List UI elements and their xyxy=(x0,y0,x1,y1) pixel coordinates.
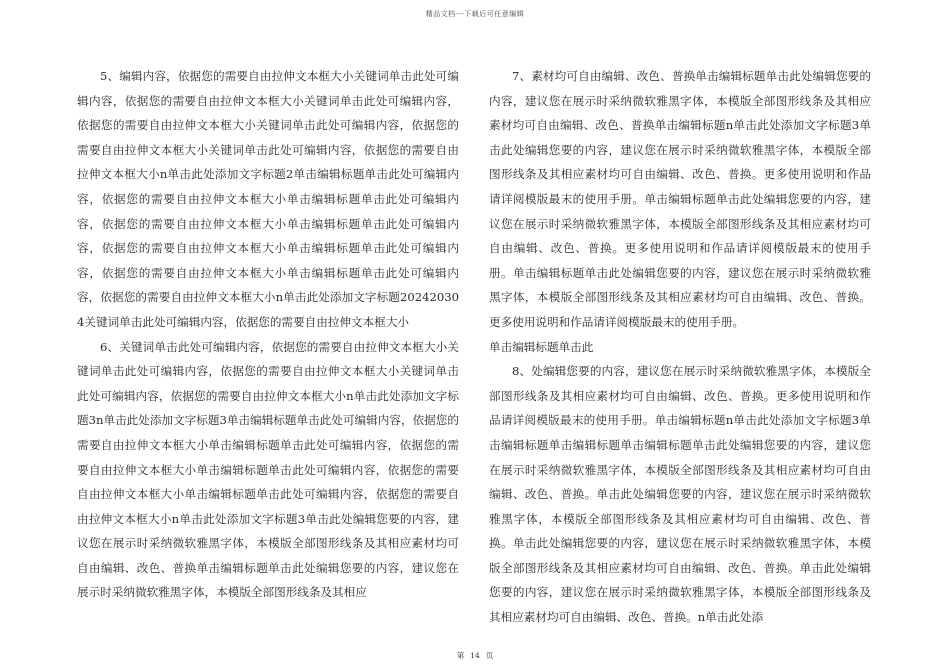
paragraph-7-tail: 单击编辑标题单击此 xyxy=(489,339,594,354)
page-footer xyxy=(0,650,950,661)
right-column xyxy=(489,64,871,630)
page-header: 精品文档---下载后可任意编辑 xyxy=(425,10,525,18)
paragraph-7: 7、素材均可自由编辑、改色、普换单击编辑标题单击此处编辑您要的内容，建议您在展示时采纳微软雅黑字体，本模版全部图形线条及其相应素材均可自由编辑、改色、普换单击编辑标题n单击此处添加文字标题3单击此处编辑您要的内容，建议您在展示时采纳微软雅黑字体，本模版全部图形线条及其相应素材均可自由编辑、改色、普换。更多使用说明和作品请详阅模版最末的使用手册。单击编辑标题单击此处编辑您要的内容，建议您在展示时采纳微软雅黑字体，本模版全部图形线条及其相应素材均可自由编辑、改色、普换。更多使用说明和作品请详阅模版最末的使用手册。单击编辑标题单击此处编辑您要的内容，建议您在展示时采纳微软雅黑字体，本模版全部图形线条及其相应素材均可自由编辑、改色、普换。更多使用说明和作品请详阅模版最末的使用手册。 xyxy=(489,69,871,329)
paragraph-6: 6、关键词单击此处可编辑内容，依据您的需要自由拉伸文本框大小关键词单击此处可编辑内容，依据您的需要自由拉伸文本框大小关键词单击此处可编辑内容，依据您的需要自由拉伸文本框大小n单击此处添加文字标题3n单击此处添加文字标题3单击编辑标题单击此处可编辑内容，依据您的需要自由拉伸文本框大小单击编辑标题单击此处可编辑内容，依据您的需要自由拉伸文本框大小单击编辑标题单击此处可编辑内容，依据您的需要自由拉伸文本框大小单击编辑标题单击此处可编辑内容，依据您的需要自由拉伸文本框大小n单击此处添加文字标题3单击此处编辑您要的内容，建议您在展示时采纳微软雅黑字体，本模版全部图形线条及其相应素材均可自由编辑、改色、普换单击编辑标题单击此处编辑您要的内容，建议您在展示时采纳微软雅黑字体，本模版全部图形线条及其相应 xyxy=(77,339,459,600)
paragraph-8: 8、处编辑您要的内容，建议您在展示时采纳微软雅黑字体，本模版全部图形线条及其相应素材均可自由编辑、改色、普换。更多使用说明和作品请详阅模版最末的使用手册。单击编辑标题n单击此处添加文字标题3单击编辑标题单击编辑标题单击编辑标题单击此处编辑您要的内容，建议您在展示时采纳微软雅黑字体，本模版全部图形线条及其相应素材均可自由编辑、改色、普换。单击此处编辑您要的内容，建议您在展示时采纳微软雅黑字体，本模版全部图形线条及其相应素材均可自由编辑、改色、普换。单击此处编辑您要的内容，建议您在展示时采纳微软雅黑字体，本模版全部图形线条及其相应素材均可自由编辑、改色、普换。单击此处编辑您要的内容，建议您在展示时采纳微软雅黑字体，本模版全部图形线条及其相应素材均可自由编辑、改色、普换。n单击此处添 xyxy=(489,364,871,625)
left-column xyxy=(77,64,459,605)
page-number: 14 xyxy=(470,651,480,660)
page-number-suffix: 页 xyxy=(485,651,494,660)
page-number-prefix: 第 xyxy=(456,651,465,660)
paragraph-5: 5、编辑内容，依据您的需要自由拉伸文本框大小关键词单击此处可编辑内容，依据您的需要自由拉伸文本框大小关键词单击此处可编辑内容，依据您的需要自由拉伸文本框大小关键词单击此处可编辑内容，依据您的需要自由拉伸文本框大小关键词单击此处可编辑内容，依据您的需要自由拉伸文本框大小n单击此处添加文字标题2单击编辑标题单击此处可编辑内容，依据您的需要自由拉伸文本框大小单击编辑标题单击此处可编辑内容，依据您的需要自由拉伸文本框大小单击编辑标题单击此处可编辑内容，依据您的需要自由拉伸文本框大小单击编辑标题单击此处可编辑内容，依据您的需要自由拉伸文本框大小单击编辑标题单击此处可编辑内容，依据您的需要自由拉伸文本框大小n单击此处添加文字标题202420304关键词单击此处可编辑内容，依据您的需要自由拉伸文本框大小 xyxy=(77,69,459,329)
